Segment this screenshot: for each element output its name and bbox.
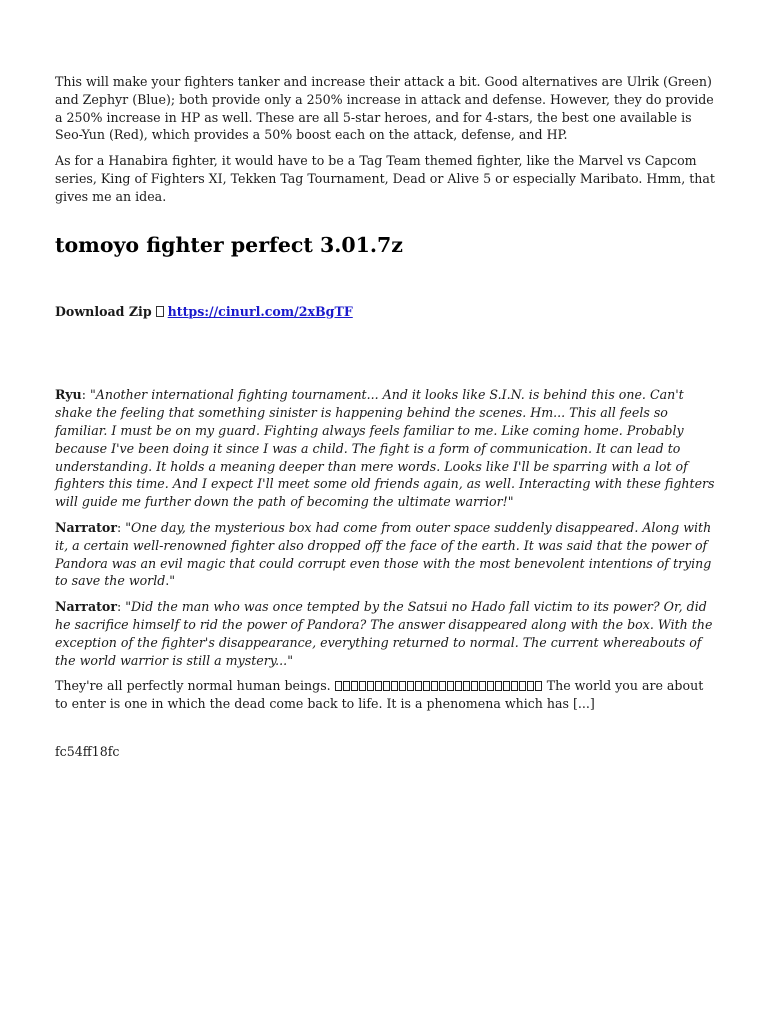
closing-text-before: They're all perfectly normal human beings. xyxy=(55,678,331,694)
quote-close: ." xyxy=(165,573,176,589)
quote-close: " xyxy=(507,494,514,510)
missing-glyph-icon xyxy=(479,681,486,691)
dialogue-quote: One day, the mysterious box had come from outer space suddenly disappeared. Along with it, a certain well-renowned fighter also dropped off the face of the earth. It was said that the power of Pandora was an evil magic that could corrupt even those with the most benevolent intentions of trying to save the world xyxy=(55,519,712,589)
article xyxy=(55,73,717,759)
missing-glyph-icon xyxy=(367,681,374,691)
missing-glyph-icon xyxy=(495,681,502,691)
missing-glyph-sequence xyxy=(335,678,543,693)
missing-glyph-icon xyxy=(335,681,342,691)
missing-glyph-icon xyxy=(487,681,494,691)
speaker-name: Ryu xyxy=(55,387,82,403)
download-line xyxy=(55,303,717,321)
missing-glyph-icon xyxy=(511,681,518,691)
dialogue-paragraph xyxy=(55,519,717,590)
dialogue-section xyxy=(55,386,717,669)
speaker-name: Narrator xyxy=(55,599,117,615)
missing-glyph-icon xyxy=(463,681,470,691)
intro-paragraph-1: This will make your fighters tanker and increase their attack a bit. Good alternatives are Ulrik (Green) and Zephyr (Blue); both provide only a 250% increase in attack and defense. However, they do provide a 250% increase in HP as well. These are all 5-star heroes, and for 4-stars, the best one available is Seo-Yun (Red), which provides a 50% boost each on the attack, defense, and HP. xyxy=(55,74,714,143)
missing-glyph-icon xyxy=(343,681,350,691)
download-link[interactable]: https://cinurl.com/2xBgTF xyxy=(167,303,353,319)
missing-glyph-icon xyxy=(407,681,414,691)
missing-glyph-icon xyxy=(455,681,462,691)
missing-glyph-icon xyxy=(423,681,430,691)
page-title: tomoyo fighter perfect 3.01.7z xyxy=(55,232,403,257)
missing-glyph-icon xyxy=(156,306,164,317)
quote-open: : " xyxy=(116,519,132,535)
hash-code: fc54ff18fc xyxy=(55,743,120,759)
missing-glyph-icon xyxy=(439,681,446,691)
missing-glyph-icon xyxy=(415,681,422,691)
missing-glyph-icon xyxy=(471,681,478,691)
quote-open: : " xyxy=(116,599,132,615)
speaker-name: Narrator xyxy=(55,519,117,535)
missing-glyph-icon xyxy=(527,681,534,691)
quote-close: " xyxy=(287,652,293,668)
missing-glyph-icon xyxy=(359,681,366,691)
missing-glyph-icon xyxy=(391,681,398,691)
missing-glyph-icon xyxy=(503,681,510,691)
intro-paragraph-2: As for a Hanabira fighter, it would have to be a Tag Team themed fighter, like the Marvel vs Capcom series, King of Fighters XI, Tekken Tag Tournament, Dead or Alive 5 or especially Maribato. Hmm, that gives me an idea. xyxy=(55,153,715,204)
missing-glyph-icon xyxy=(535,681,542,691)
missing-glyph-icon xyxy=(431,681,438,691)
dialogue-quote: Another international fighting tournament... And it looks like S.I.N. is behind this one. Can't shake the feeling that something sinister is happening behind the scenes. Hm... This all feels so familiar. I must be on my guard. Fighting always feels familiar to me. Like coming home. Probably because I've been doing it since I was a child. The fight is a form of communication. It can lead to understanding. It holds a meaning deeper than mere words. Looks like I'll be sparring with a lot of fighters this time. And I expect I'll meet some old friends again, as well. Interacting with these fighters will guide me further down the path of becoming the ultimate warrior! xyxy=(55,387,715,510)
download-label: Download Zip xyxy=(55,303,152,319)
missing-glyph-icon xyxy=(351,681,358,691)
missing-glyph-icon xyxy=(383,681,390,691)
closing-paragraph xyxy=(55,677,717,713)
missing-glyph-icon xyxy=(375,681,382,691)
dialogue-paragraph xyxy=(55,598,717,669)
closing-text-after: The world you are about to enter is one in which the dead come back to life. It is a phenomena which has [...] xyxy=(55,678,704,712)
dialogue-paragraph xyxy=(55,386,717,511)
dialogue-quote: Did the man who was once tempted by the Satsui no Hado fall victim to its power? Or, did he sacrifice himself to rid the power of Pandora? The answer disappeared along with the box. With the exception of the fighter's disappearance, everything returned to normal. The current whereabouts of the world warrior is still a mystery... xyxy=(55,599,713,668)
quote-open: : " xyxy=(81,387,96,403)
missing-glyph-icon xyxy=(399,681,406,691)
missing-glyph-icon xyxy=(447,681,454,691)
missing-glyph-icon xyxy=(519,681,526,691)
